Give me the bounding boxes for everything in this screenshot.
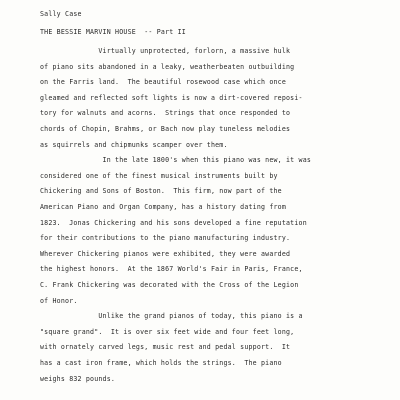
text-line: tory for walnuts and acorns. Strings that once responded to bbox=[40, 109, 291, 118]
text-line: of Honor. bbox=[40, 296, 78, 305]
text-line: Chickering and Sons of Boston. This firm, now part of the bbox=[40, 187, 282, 196]
text-line: the highest honors. At the 1867 World's Fair in Paris, France, bbox=[40, 265, 303, 274]
text-line: with ornately carved legs, music rest and pedal support. It bbox=[40, 343, 291, 352]
byline: Sally Case bbox=[40, 10, 82, 18]
text-line: American Piano and Organ Company, has a history dating from bbox=[40, 203, 287, 211]
text-line: C. Frank Chickering was decorated with the Cross of the Legion bbox=[40, 281, 299, 289]
text-line: weighs 832 pounds. bbox=[40, 374, 116, 383]
text-line: as squirrels and chipmunks scamper over them. bbox=[40, 140, 228, 149]
text-line: Wherever Chickering pianos were exhibited, they were awarded bbox=[40, 249, 291, 258]
text-line: Virtually unprotected, forlorn, a massive hulk bbox=[40, 47, 291, 55]
text-line: on the Farris land. The beautiful rosewood case which once bbox=[40, 78, 287, 87]
document-title: THE BESSIE MARVIN HOUSE -- Part II bbox=[40, 28, 186, 36]
text-line: gleamed and reflected soft lights is now a dirt-covered reposi- bbox=[40, 93, 303, 102]
text-line: In the late 1800's when this piano was new, it was bbox=[40, 156, 312, 165]
text-line: 1823. Jonas Chickering and his sons developed a fine reputation bbox=[40, 218, 307, 227]
text-line: chords of Chopin, Brahms, or Bach now play tuneless melodies bbox=[40, 125, 291, 133]
text-line: Unlike the grand pianos of today, this piano is a bbox=[40, 312, 303, 321]
text-line: "square grand". It is over six feet wide and four feet long, bbox=[40, 327, 295, 336]
text-line: considered one of the finest musical instruments built by bbox=[40, 171, 278, 180]
text-line: of piano sits abandoned in a leaky, weatherbeaten outbuilding bbox=[40, 62, 295, 71]
text-line: has a cast iron frame, which holds the strings. The piano bbox=[40, 359, 282, 367]
text-line: for their contributions to the piano manufacturing industry. bbox=[40, 234, 291, 243]
